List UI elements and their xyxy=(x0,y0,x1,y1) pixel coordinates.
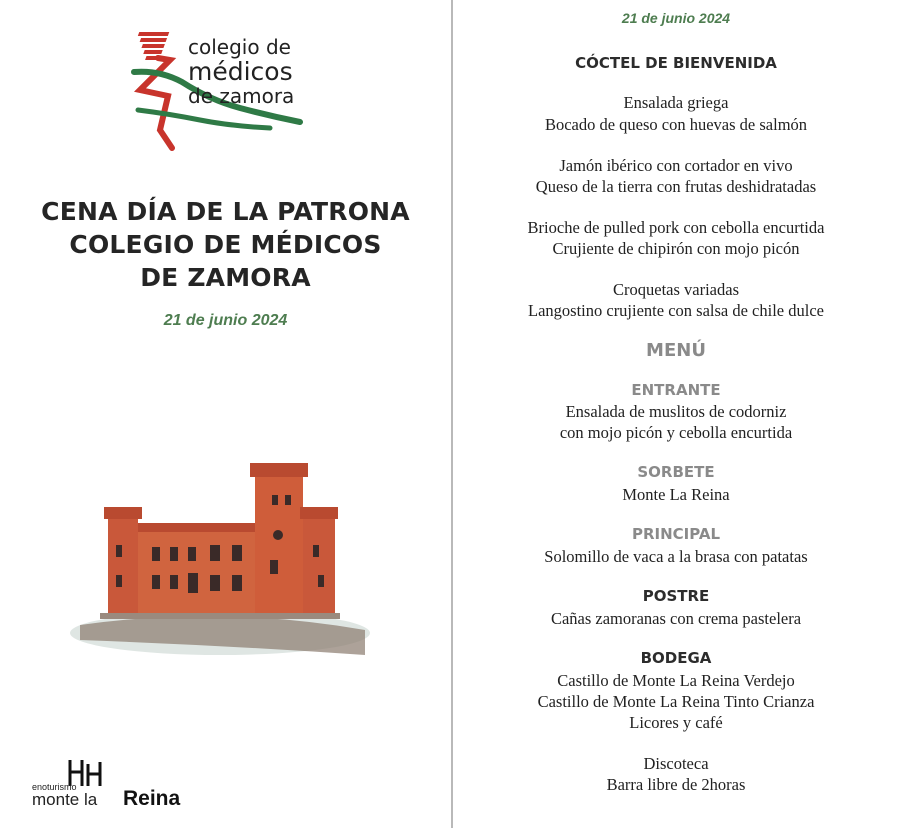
castle-illustration xyxy=(60,455,370,670)
cocktail-item: Croquetas variadas xyxy=(613,280,739,299)
logo-line-2: médicos xyxy=(188,57,293,86)
bodega-heading: BODEGA xyxy=(640,649,712,667)
brand-name-regular: monte la xyxy=(32,790,98,809)
cocktail-item: Crujiente de chipirón con mojo picón xyxy=(552,239,800,258)
logo-wordmark xyxy=(188,36,294,107)
extra-item: Discoteca xyxy=(643,754,709,773)
logo-line-3: de zamora xyxy=(188,84,295,108)
postre-item: Cañas zamoranas con crema pastelera xyxy=(550,609,802,628)
cocktail-heading: CÓCTEL DE BIENVENIDA xyxy=(575,54,777,72)
cocktail-item: Ensalada griega xyxy=(623,93,729,112)
sorbete-heading: SORBETE xyxy=(637,463,715,481)
principal-heading: PRINCIPAL xyxy=(631,525,721,543)
logo-line-1: colegio de xyxy=(188,35,291,59)
monte-la-reina-logo xyxy=(30,758,190,813)
postre-heading: POSTRE xyxy=(642,587,710,605)
entrante-item: Ensalada de muslitos de codorniz xyxy=(565,402,787,421)
principal-item: Solomillo de vaca a la brasa con patatas xyxy=(544,547,808,566)
brand-tagline: enoturismo xyxy=(32,782,77,792)
entrante-heading: ENTRANTE xyxy=(631,381,721,399)
title-line-2: COLEGIO DE MÉDICOS xyxy=(69,230,382,259)
menu-heading: MENÚ xyxy=(646,340,706,361)
cocktail-item: Brioche de pulled pork con cebolla encurtida xyxy=(527,218,825,237)
menu-date: 21 de junio 2024 xyxy=(621,10,731,26)
cocktail-item: Langostino crujiente con salsa de chile dulce xyxy=(528,301,824,320)
bodega-item: Castillo de Monte La Reina Verdejo xyxy=(557,671,795,690)
bodega-item: Castillo de Monte La Reina Tinto Crianza xyxy=(537,692,815,711)
cocktail-item: Bocado de queso con huevas de salmón xyxy=(544,115,808,134)
entrante-item: con mojo picón y cebolla encurtida xyxy=(559,423,793,442)
extra-item: Barra libre de 2horas xyxy=(606,775,746,794)
event-date: 21 de junio 2024 xyxy=(163,312,288,329)
cocktail-item: Queso de la tierra con frutas deshidratadas xyxy=(535,177,817,196)
brand-name-bold: Reina xyxy=(123,787,181,810)
sorbete-item: Monte La Reina xyxy=(622,485,730,504)
title-line-1: CENA DÍA DE LA PATRONA xyxy=(41,197,410,226)
title-line-3: DE ZAMORA xyxy=(140,263,311,292)
event-title xyxy=(0,195,451,294)
bodega-item: Licores y café xyxy=(629,713,723,732)
cocktail-item: Jamón ibérico con cortador en vivo xyxy=(559,156,793,175)
